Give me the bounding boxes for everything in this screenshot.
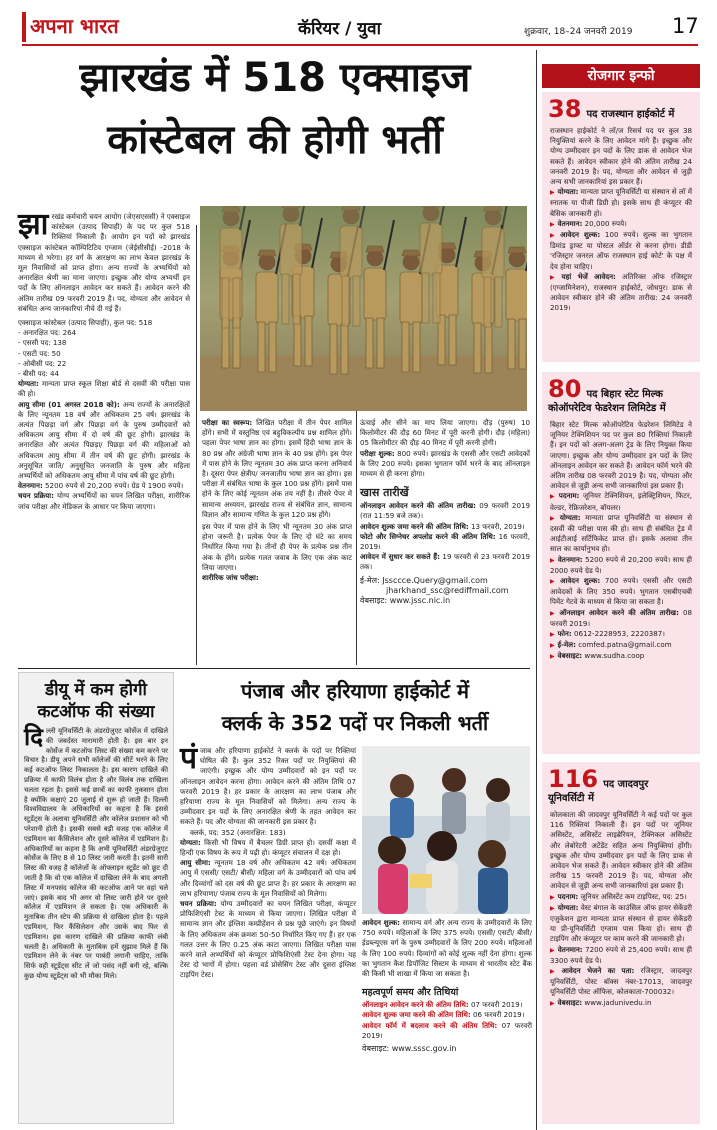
pb-photo-students <box>362 746 530 914</box>
jh-date-value: 19 फरवरी से 23 फरवरी 2019 तक। <box>360 552 531 572</box>
jh-date-value: 13 फरवरी, 2019। <box>468 521 525 531</box>
issue-date: शुक्रवार, 18–24 जनवरी 2019 <box>524 27 633 37</box>
jh-intro: रखंड कर्मचारी चयन आयोग (जेएसएससी) ने एक्साइज कांस्टेबल (उत्पाद सिपाही) के पद पर कुल 518 रिक्तियां निकाली हैं। आयोग इन पदों को झारखंड एक्साइज कांस्टेबल कॉम्पिटिटिव एग्जाम (जेईसीसीई) -2018 के माध्यम से भरेगा। हर वर्ग के आरक्षण का लाभ केवल झारखंड के मूल निवासियों को प्राप्त होगा। अन्य राज्यों के अभ्यर्थियों को अनारक्षित श्रेणी का माना जाएगा। इच्छुक और योग्य अभ्यर्थी इन पदों के लिए ऑनलाइन आवेदन कर सकते हैं। आवेदन करने की अंतिम तारीख 09 फरवरी 2019 है। पद, योग्यता और आवेदन से संबंधित अन्य जानकारियां नीचे दी गई हैं। <box>18 212 190 313</box>
jh-dropcap: झा <box>18 207 49 242</box>
ju-item-label: योग्यता: <box>557 902 579 912</box>
right-banner <box>542 64 700 88</box>
pb-age: न्यूनतम 18 वर्ष और अधिकतम 42 वर्ष। अधिकतम आयु में एससी/ एसटी/ बीसी/ महिला वर्ग के उम्मीदवारों को पांच वर्ष और दिव्यांगों को दस वर्ष की छूट प्राप्त है। हर प्रकार के आरक्षण का लाभ हरियाणा/ पंजाब राज्य के मूल निवासियों को मिलेगा। <box>180 858 356 898</box>
bh-item-value: www.sudha.coop <box>582 651 645 661</box>
du-headline-2: कटऑफ की संख्या <box>37 702 155 722</box>
rj-item-label: वेतनमान: <box>557 218 583 228</box>
jh-date-label: आवेदन में सुधार कर सकते हैं: <box>360 552 440 562</box>
bh-item-label: पदनाम: <box>558 491 580 501</box>
pb-intro: जाब और हरियाणा हाईकोर्ट ने क्लर्क के पदों पर रिक्तियां घोषित की हैं। कुल 352 रिक्त पदों पर नियुक्तियां की जाएंगी। इच्छुक और योग्य उम्मीदवारों को इन पदों पर ऑनलाइन आवेदन करना होगा। आवेदन करने की अंतिम तिथि 07 फरवरी 2019 है। हर प्रकार के आरक्षण का लाभ पंजाब और हरियाणा राज्य के मूल निवासियों को मिलेगा। अन्य राज्य के उम्मीदवार इन पदों के लिए अनारक्षित श्रेणी के तहत आवेदन कर सकते हैं। पद और योग्यता की जानकारी इस प्रकार है। <box>180 746 356 827</box>
jh-sel-label: चयन प्रक्रिया: <box>18 491 54 501</box>
rj-count: 38 <box>548 95 582 123</box>
jh-exam2: इस पेपर में पास होने के लिए भी न्यूनतम 30 अंक प्राप्त होना जरूरी है। प्रत्येक पेपर के लिए दो घंटे का समय निर्धारित किया गया है। तीनों ही पेपर के प्रत्येक प्रश्न तीन अंक के होंगे। प्रत्येक गलत जवाब के लिए एक अंक काट लिया जाएगा। <box>202 522 352 572</box>
du-box <box>18 672 174 1124</box>
pb-qual-label: योग्यता: <box>180 837 201 847</box>
pb-date-label: आवेदन शुल्क जमा करने की अंतिम तिथि: <box>362 1010 471 1020</box>
rj-item-label: आवेदन शुल्क: <box>560 230 601 240</box>
bh-item-value: 5200 रुपये से 20,200 रुपये। साथ ही 2000 रुपये ग्रेड पे। <box>550 554 692 575</box>
ju-item-label: आवेदन भेजने का पता: <box>561 966 635 976</box>
jh-post-item: - एसटी पद: 50 <box>18 348 61 358</box>
jh-phys: ऊंचाई और सीने का माप लिया जाएगा। दौड़ (पुरुष) 10 किलोमीटर की दौड़ 60 मिनट में पूरी करनी होगी। दौड़ (महिला) 05 किलोमीटर की दौड़ 40 मिनट में पूरी करनी होगी। <box>360 418 530 448</box>
jh-fee: 800 रुपये। झारखंड के एससी और एसटी आवेदकों के लिए 200 रुपये। इसका भुगतान फॉर्म भरने के बाद ऑनलाइन माध्यम से ही करना होगा। <box>360 448 531 479</box>
rj-item-label: यहां भेजें आवेदन: <box>561 271 616 281</box>
jh-col-1 <box>18 207 190 512</box>
pb-qual: किसी भी विषय में बैचलर डिग्री प्राप्त हो। दसवीं कक्षा में हिन्दी एक विषय के रूप में पढ़ी हो। कंप्यूटर संचालन में दक्ष हो। <box>180 837 356 858</box>
jh-pay: 5200 रुपये से 20,200 रुपये। ग्रेड पे 1900 रुपये। <box>42 481 184 491</box>
jh-col-3 <box>360 418 530 606</box>
pb-col-2 <box>362 918 532 1054</box>
jh-email-2: jharkhand_ssc@rediffmail.com <box>386 585 509 595</box>
ju-title-2: यूनिवर्सिटी में <box>548 793 594 804</box>
du-dropcap: दि <box>24 723 43 751</box>
bh-item-value: 08 फरवरी 2019। <box>550 607 692 628</box>
jh-qual: मान्यता प्राप्त स्कूल शिक्षा बोर्ड से दसवीं की परीक्षा पास की हो। <box>18 379 190 399</box>
jh-date-value: 09 फरवरी 2019 (रात 11:59 बजे तक)। <box>360 501 530 521</box>
pb-fee-label: आवेदन शुल्क: <box>362 918 400 927</box>
rj-box <box>542 92 700 362</box>
pb-col-1 <box>180 741 356 981</box>
rj-item-value: 20,000 रुपये। <box>582 218 627 228</box>
bh-title: पद बिहार स्टेट मिल्क <box>586 389 663 400</box>
jh-phys-label: शारीरिक जांच परीक्षा: <box>202 573 259 583</box>
jh-post-item: - बीसी पद: 44 <box>18 369 60 379</box>
jh-sel: योग्य अभ्यर्थियों का चयन लिखित परीक्षा, शारीरिक जांच परीक्षा और मेडिकल के आधार पर किया जाएगा। <box>18 491 190 511</box>
bh-body: बिहार स्टेट मिल्क कोऑपरेटिव फेडरेशन लिमिटेड ने जूनियर टेक्निशियन पद पर कुल 80 रिक्तियां निकाली हैं। इन पदों को अलग-अलग ट्रेड के लिए नियुक्त किया जाएगा। इच्छुक और योग्य उम्मीदवार इन पदों के लिए ऑनलाइन आवेदन कर सकते हैं। आवेदन फॉर्म भरने की अंतिम तारीख 08 फरवरी 2019 है। पद, योग्यता और आवेदन से जुड़ी अन्य सभी जानकारियां इस प्रकार हैं। <box>550 420 692 491</box>
logo-text: अपना भारत <box>30 14 119 38</box>
jh-fee-label: परीक्षा शुल्क: <box>360 448 395 458</box>
pb-sel: योग्य उम्मीदवारों का चयन लिखित परीक्षा, कंप्यूटर प्रोफिशिएंसी टेस्ट के माध्यम से किया जाएगा। लिखित परीक्षा में सामान्य ज्ञान और इंग्लिश कम्प्रीहेंशन से प्रश्न पूछे जाएंगे। इन विषयों के लिए अधिकतम अंक क्रमशः 50-50 निर्धारित किए गए हैं। हर एक गलत उत्तर के लिए 0.25 अंक काटा जाएगा। लिखित परीक्षा पास करने वाले अभ्यर्थियों को कंप्यूटर प्रोफिशिएंसी टेस्ट देना होगा। यह टेस्ट दो भागों में होगा। पहला वर्ड प्रोसेसिंग टेस्ट और दूसरा इंग्लिश टाइपिंग टेस्ट। <box>180 899 356 980</box>
jh-email-1: ई-मेल: Jssccce.Query@gmail.com <box>360 575 488 585</box>
jh-photo-constables <box>200 206 527 411</box>
bh-item-value: जूनियर टेक्निशियन, इलेक्ट्रिशियन, फिटर, वेल्डर, रेफ्रिजरेशन, बॉयलर। <box>550 491 692 512</box>
jh-headline-2: कांस्टेबल की होगी भर्ती <box>107 117 443 163</box>
pb-date-value: 06 फरवरी 2019। <box>470 1010 525 1020</box>
pb-sel-label: चयन प्रक्रिया: <box>180 899 217 909</box>
ju-item-label: पदनाम: <box>557 891 579 901</box>
rj-body: राजस्थान हाईकोर्ट ने लॉ/ज रिसर्च पद पर कुल 38 नियुक्तियां करने के लिए आवेदन मांगे हैं। इच्छुक और योग्य उम्मीदवार इन पदों के लिए डाक से आवेदन भेज सकते हैं। आवेदन स्वीकार होने की अंतिम तारीख 24 जनवरी 2019 है। पद, योग्यता और आवेदन से जुड़ी अन्य सभी जानकारियां इस प्रकार हैं। <box>550 126 692 187</box>
ju-item-value: रजिस्ट्रार, जादवपुर यूनिवर्सिटी, पोस्ट बॉक्स नंबर-17013, जादवपुर यूनिवर्सिटी पोस्ट ऑफिस, कोलकाता-700032। <box>550 966 692 997</box>
ju-body: कोलकाता की जादवपुर यूनिवर्सिटी ने कई पदों पर कुल 116 रिक्तियां निकाली हैं। इन पदों पर जूनियर असिस्टेंट, असिस्टेंट लाइब्रेरियन, टेक्निकल असिस्टेंट और लेबोरेटरी अटेंडेंट सहित अन्य नियुक्तियां होंगी। इच्छुक और योग्य उम्मीदवार इन पदों के लिए डाक से आवेदन भेज सकते हैं। आवेदन स्वीकार होने की अंतिम तारीख 15 फरवरी 2019 है। पद, योग्यता और आवेदन से जुड़ी अन्य सभी जानकारियां इस प्रकार हैं। <box>550 810 692 891</box>
bh-item-value: मान्यता प्राप्त यूनिवर्सिटी या संस्थान से दसवीं की परीक्षा पास की हो। साथ ही संबंधित ट्रेड में आईटीआई सर्टिफिकेट प्राप्त हो। इसके अलावा तीन साल का कार्यानुभव हो। <box>550 512 692 554</box>
bh-box <box>542 372 700 754</box>
masthead <box>0 0 717 46</box>
pb-posts: क्लर्क, पद: 352 (अनारक्षित: 183) <box>190 827 286 837</box>
ju-item-label: वेबसाइट: <box>557 997 583 1007</box>
ju-title: पद जादवपुर <box>603 779 649 790</box>
pb-dropcap: पं <box>180 741 198 776</box>
jh-age-label: आयु सीमा (01 अगस्त 2018 को): <box>18 399 120 409</box>
ju-count: 116 <box>548 765 599 793</box>
page-number: 17 <box>672 14 699 38</box>
jh-posts-title: एक्साइज कांस्टेबल (उत्पाद सिपाही), कुल पद: 518 <box>18 318 153 328</box>
jh-exam-label: परीक्षा का स्वरूप: <box>202 418 253 427</box>
jh-date-value: 16 फरवरी, 2019। <box>360 531 530 552</box>
jh-age: अन्य राज्यों के अनारक्षितों के लिए न्यूनतम 18 वर्ष और अधिकतम 25 वर्ष। झारखंड के अत्यंत पिछड़ा वर्ग और पिछड़ा वर्ग के पुरुष उम्मीदवारों को अधिकतम आयु सीमा में दो वर्ष की छूट होगी। झारखंड के अनारक्षित और अत्यंत पिछड़ा/ पिछड़ा वर्ग की महिलाओं को अधिकतम आयु सीमा में तीन वर्ष की छूट होगी। झारखंड के अनुसूचित जाति/ अनुसूचित जनजाति के पुरुष और महिला अभ्यर्थियों को अधिकतम आयु सीमा में पांच वर्ष की छूट होगी। <box>18 399 190 481</box>
bh-item-label: वेतनमान: <box>557 554 583 564</box>
ju-box <box>542 762 700 1124</box>
jh-qual-label: योग्यता: <box>18 379 39 389</box>
pb-date-label: ऑनलाइन आवेदन करने की अंतिम तिथि: <box>362 1000 469 1010</box>
jh-exam: लिखित परीक्षा में तीन पेपर शामिल होंगे। सभी में वस्तुनिष्ठ एवं बहुविकल्पीय प्रश्न शामिल होंगे। पहला पेपर भाषा ज्ञान का होगा। इसमें हिंदी भाषा ज्ञान के 80 प्रश्न और अंग्रेजी भाषा ज्ञान के 40 प्रश्न होंगे। इस पेपर में पास होने के लिए न्यूनतम 30 अंक प्राप्त करना अनिवार्य है। दूसरा पेपर क्षेत्रीय/ जनजातीय भाषा ज्ञान का होगा। इस परीक्षा में संबंधित भाषा के कुल 100 प्रश्न होंगे। इसमें पास होने के लिए कोई न्यूनतम अंक तय नहीं है। तीसरे पेपर में सामान्य अध्ययन, झारखंड राज्य से संबंधित ज्ञान, सामान्य विज्ञान और सामान्य गणित के कुल 120 प्रश्न होंगे। <box>202 418 352 519</box>
pb-age-label: आयु सीमा: <box>180 858 211 868</box>
du-body: ल्ली यूनिवर्सिटी के अंडरग्रेजुएट कोर्सेज में दाखिले की जबर्दस्त मारामारी होती है। इस बार इन कोर्सेज में कटऑफ लिस्ट की संख्या कम करने पर विचार है। डीयू अपने सभी कॉलेजों की सीटें भरने के लिए कई कटऑफ लिस्ट निकालता है। इस कारण दाखिले की प्रक्रिया में काफी विलंब होता है और विलंब तक दाखिला चलता रहता है। इससे कई छात्रों का काफी नुकसान होता है क्योंकि कक्षाएं 20 जुलाई से शुरू हो जाती हैं। दिल्ली विश्वविद्यालय के अधिकारियों का कहना है कि इससे स्टूडेंट्स के अलावा यूनिवर्सिटी और कॉलेज प्रशासन को भी परेशानी होती है। इसकी सबसे बड़ी वजह एक कॉलेज में एडमिशन का कैंसिलेशन और दूसरे कॉलेज में एडमिशन है। अधिकारियों का कहना है कि अभी यूनिवर्सिटी अंडरग्रेजुएट कोर्सेज के लिए 8 से 10 लिस्ट जारी करती है। इतनी सारी लिस्ट की वजह है कॉलेजों के ऑफ्लाइन स्टूडेंट को छूट दी जाती है कि वो एक कॉलेज में दाखिला लेने के बाद अगली लिस्ट में मनपसंद कॉलेज की कटऑफ आने पर वहां चले जाएं। इसके बाद भी अगर वो लिस्ट जारी होने पर दूसरे कॉलेज में एडमिशन ले सकता है। एक अधिकारी के मुताबिक तीन स्टेप की प्रक्रिया से दाखिला होता है। पहले एडमिशन, फिर कैंसिलेशन और उसके बाद फिर से एडमिशन। इस कारण दाखिले की प्रक्रिया काफी लंबी चलती है। अधिकारी के मुताबिक हमें सुझाव मिले हैं कि एडमिशन लेने के नंबर पर पाबंदी लगानी चाहिए, ताकि सिर्फ वही स्टूडेंट्स सीट लें जो पसंद नहीं बनी रहे, बल्कि कुछ योग्य स्टूडेंट्स को भी मौका मिले। <box>24 727 168 980</box>
jh-headline-1: झारखंड में 518 एक्साइज <box>79 55 471 101</box>
jh-pay-label: वेतनमान: <box>18 481 43 491</box>
masthead-logo <box>22 12 130 42</box>
bh-title-2: कोऑपरेटिव फेडरेशन लिमिटेड में <box>548 403 666 414</box>
pb-website: वेबसाइट: www.sssc.gov.in <box>362 1044 457 1054</box>
rj-title: पद राजस्थान हाईकोर्ट में <box>586 109 675 120</box>
pb-headline-2: क्लर्क के 352 पदों पर निकली भर्ती <box>221 711 489 735</box>
bh-count: 80 <box>548 375 582 403</box>
jh-website: वेबसाइट: www.jssc.nic.in <box>360 596 451 606</box>
ju-item-value: 7200 रुपये से 25,400 रुपये। साथ ही 3300 रुपये ग्रेड पे। <box>550 944 692 965</box>
pb-date-value: 07 फरवरी 2019। <box>362 1020 532 1040</box>
jh-post-item: - एससी पद: 138 <box>18 338 67 348</box>
pb-date-value: 07 फरवरी 2019। <box>468 1000 523 1010</box>
jh-post-item: - अनारक्षित पद: 264 <box>18 328 77 338</box>
bh-item-label: आवेदन शुल्क: <box>560 576 601 586</box>
jh-date-label: ऑनलाइन आवेदन करने की अंतिम तारीख: <box>360 501 477 511</box>
du-headline-1: डीयू में कम होगी <box>45 680 147 700</box>
rj-item-value: अतिरिक्त ऑफ रजिस्ट्रार (एग्जामिनेशन), राजस्थान हाईकोर्ट, जोधपुर। डाक से आवेदन स्वीकार होने की अंतिम तारीख: 24 जनवरी 2019। <box>550 271 692 313</box>
bh-item-value: comfed.patna@gmail.com <box>575 640 672 650</box>
jh-post-item: - ओबीसी पद: 22 <box>18 358 67 368</box>
bh-item-label: ऑनलाइन आवेदन करने की अंतिम तारीख: <box>559 607 679 617</box>
pb-date-label: आवेदन फॉर्म में बदलाव करने की अंतिम तिथि: <box>362 1020 498 1030</box>
ju-item-value: जूनियर असिस्टेंट कम टाइपिस्ट, पद: 25। <box>578 891 687 901</box>
bh-item-value: 0612-2228953, 2220387। <box>571 629 665 639</box>
rj-item-value: 100 रुपये। शुल्क का भुगतान डिमांड ड्राफ्ट या पोस्टल ऑर्डर से करना होगा। डीडी 'रजिस्ट्रार जनरल ऑफ राजस्थान हाई कोर्ट' के पक्ष में देय होना चाहिए। <box>550 230 692 271</box>
bh-item-value: 700 रुपये। एससी और एसटी आवेदकों के लिए 350 रुपये। भुगतान एसबीएचबी पिमेंट गेटवे के माध्यम से किया जा सकता है। <box>550 576 693 607</box>
bh-item-label: ई-मेल: <box>557 640 576 650</box>
jh-date-label: आवेदन शुल्क जमा करने की अंतिम तिथि: <box>360 521 469 531</box>
pb-dates-title: महत्वपूर्ण समय और तिथियां <box>362 987 459 999</box>
ju-item-value: www.jadunivedu.in <box>582 997 652 1007</box>
jh-date-label: फोटो और सिग्नेचर अपलोड करने की अंतिम तिथि: <box>360 531 496 541</box>
pb-headline-1: पंजाब और हरियाणा हाईकोर्ट में <box>241 679 469 703</box>
pb-fee: सामान्य वर्ग और अन्य राज्य के उम्मीदवारों के लिए 750 रुपये। महिलाओं के लिए 375 रुपये। एससी/ एसटी/ बीसी/ ईडब्ल्यूएस वर्ग के पुरुष उम्मीदवारों के लिए 200 रुपये। महिलाओं के लिए 100 रुपये। दिव्यांगों को कोई शुल्क नहीं देना होगा। शुल्क का भुगतान कैश डिपॉजिट सिस्टम के माध्यम से भारतीय स्टेट बैंक की किसी भी शाखा में किया जा सकता है। <box>362 918 532 979</box>
ju-item-value: वेस्ट बंगाल के काउंसिल ऑफ हायर सेकेंडरी एजुकेशन द्वारा मान्यता प्राप्त संस्थान से हायर सेकेंडरी या प्री-यूनिवर्सिटी एग्जाम पास किया हो। साथ ही टाइपिंग और कंप्यूटर पर काम करने की जानकारी हो। <box>550 902 692 944</box>
jh-col-2 <box>202 418 352 583</box>
section-label: कॅरियर / युवा <box>298 19 381 39</box>
ju-item-label: वेतनमान: <box>557 944 583 954</box>
jh-dates-title: खास तारीखें <box>360 486 409 500</box>
right-banner-title: रोजगार इन्फो <box>587 68 655 84</box>
rj-item-label: योग्यता: <box>557 187 579 197</box>
bh-item-label: फोन: <box>557 629 572 639</box>
rj-item-value: मान्यता प्राप्त यूनिवर्सिटी या संस्थान से लॉ में स्नातक या पीजी डिग्री हो। इसके साथ ही कंप्यूटर की बेसिक जानकारी हो। <box>550 187 692 218</box>
bh-item-label: योग्यता: <box>559 512 581 522</box>
bh-item-label: वेबसाइट: <box>557 651 583 661</box>
